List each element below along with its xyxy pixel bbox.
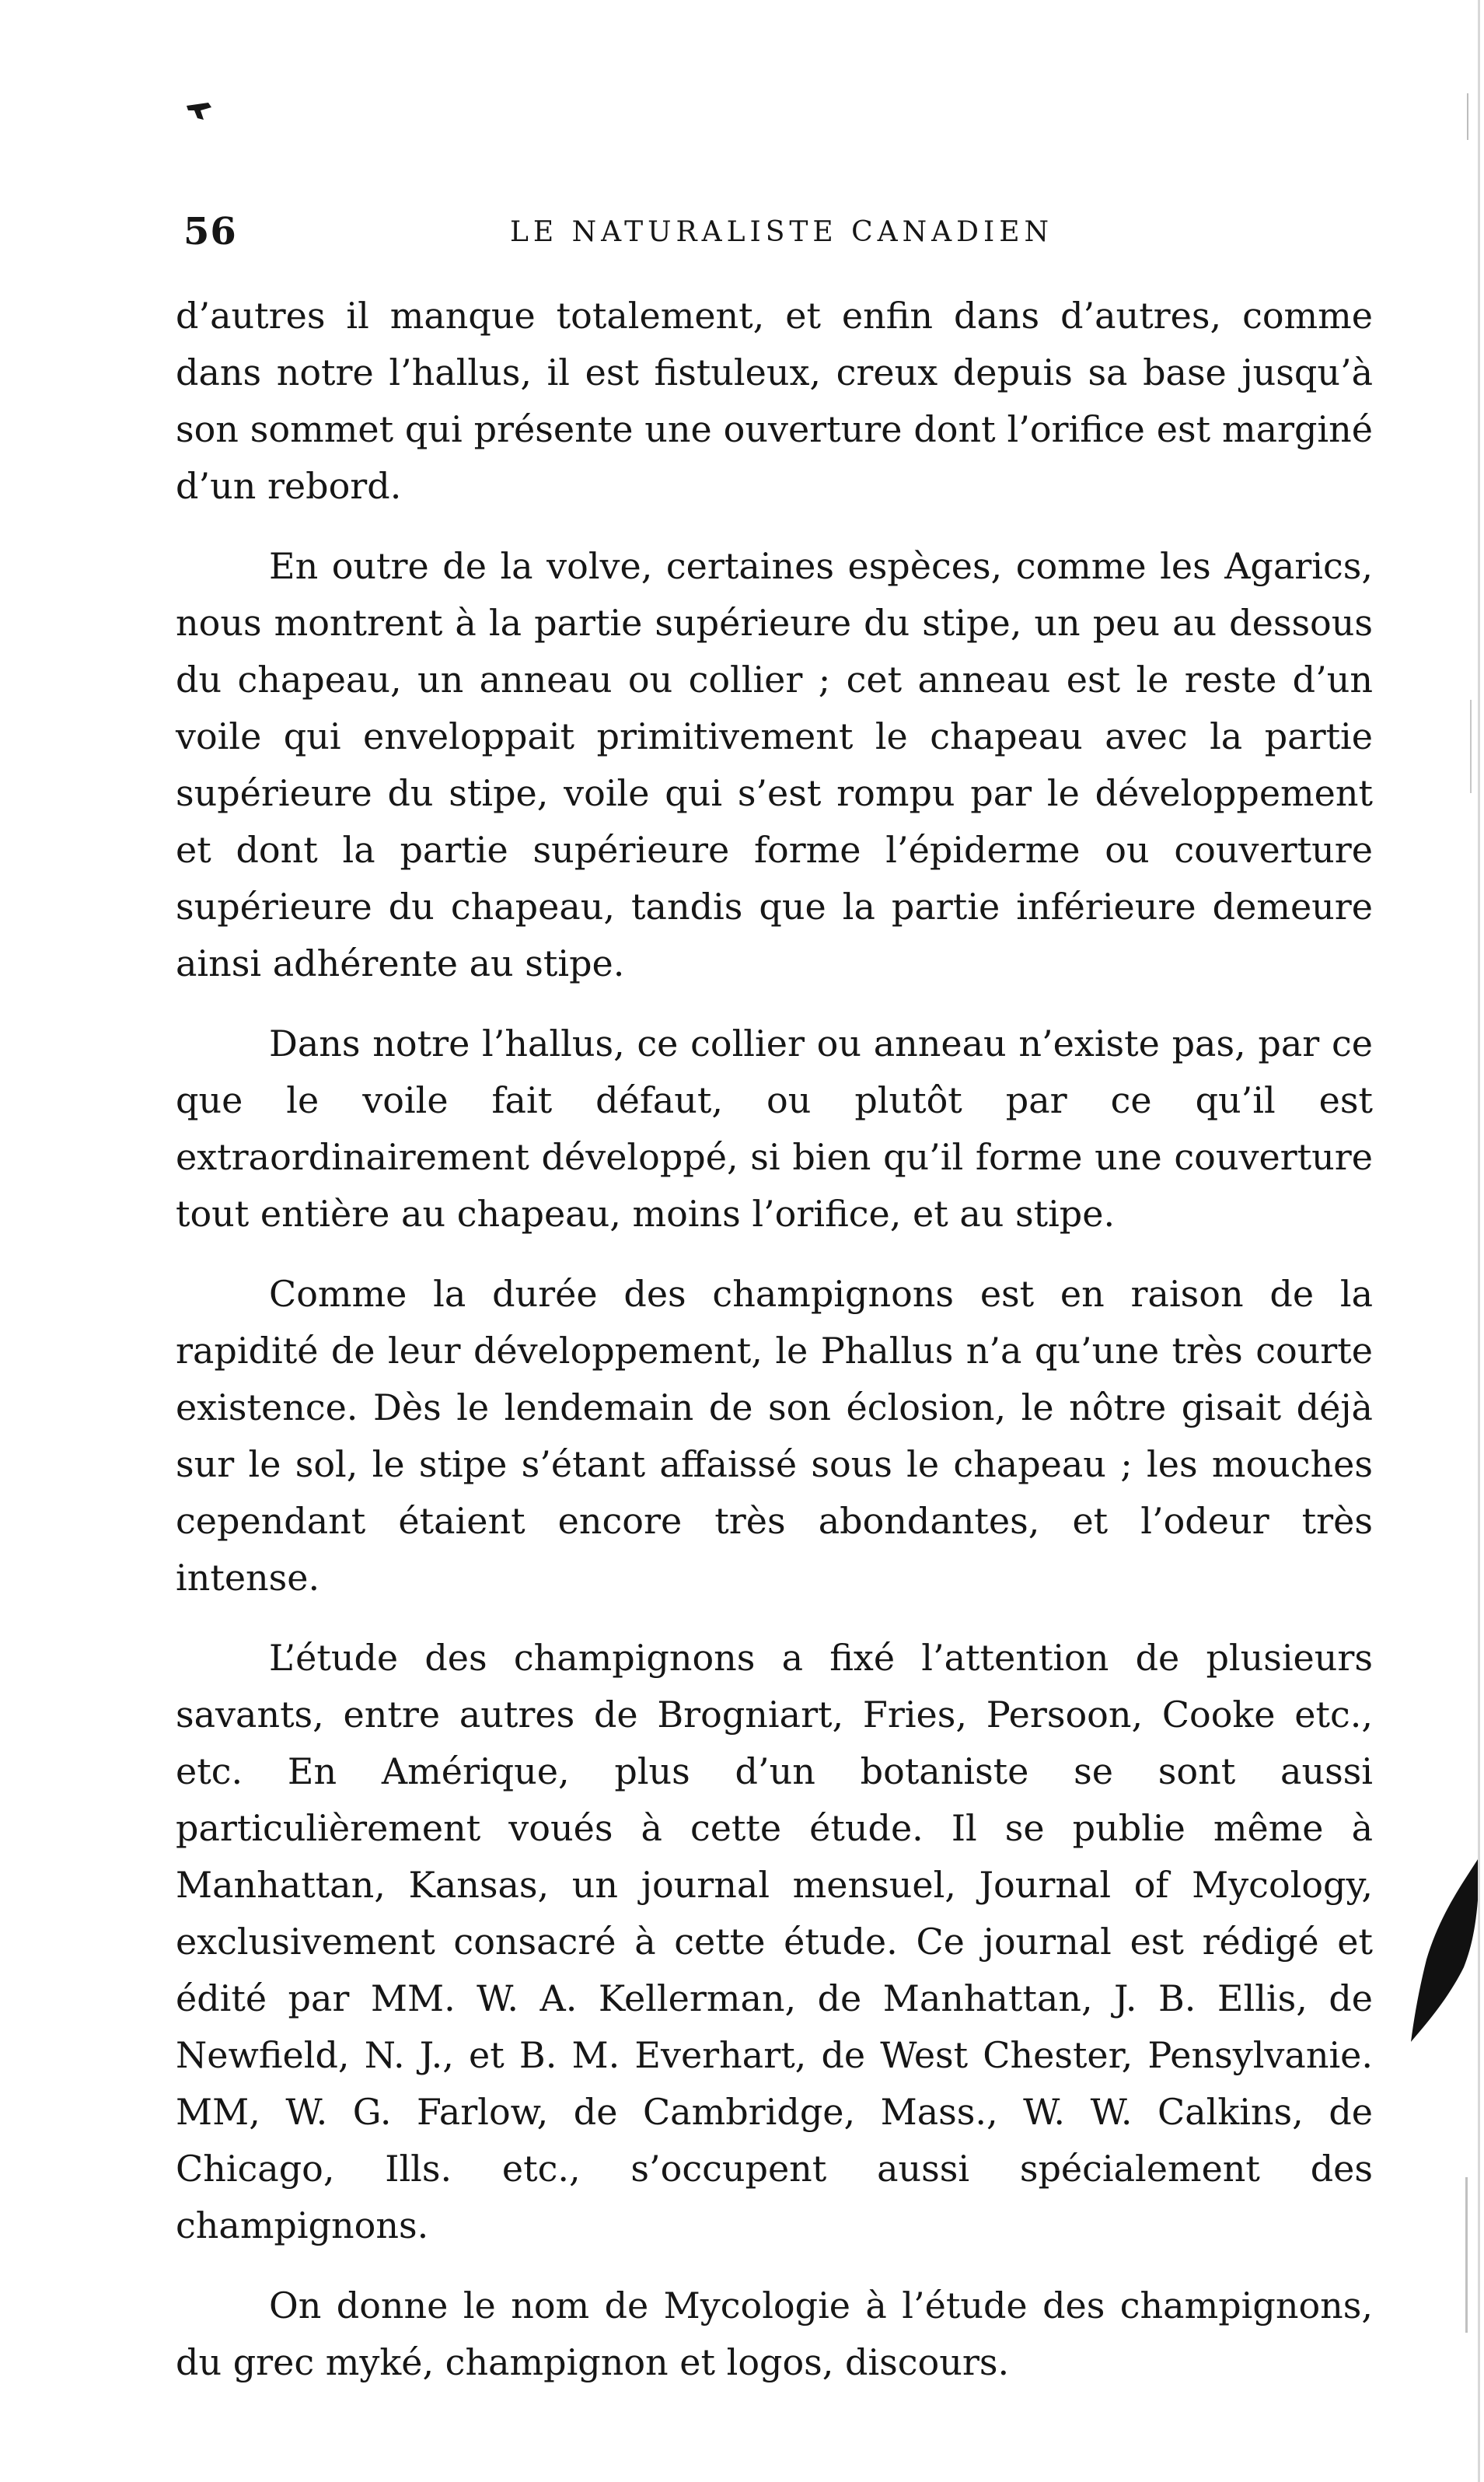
page-number: 56 [183, 210, 237, 253]
body-text [176, 288, 1373, 2414]
running-title: LE NATURALISTE CANADIEN [510, 216, 1054, 248]
paragraph: On donne le nom de Mycologie à l’étude des champignons, du grec myké, champignon et logos, discours. [176, 2284, 1373, 2383]
paragraph: Dans notre l’hallus, ce collier ou anneau n’existe pas, par ce que le voile fait défaut, ou plutôt par ce qu’il est extraordinairement développé, si bien qu’il forme une couverture tout entière au chapeau, moins l’orifice, et au stipe. [176, 1023, 1373, 1235]
paragraph: d’autres il manque totalement, et enfin dans d’autres, comme dans notre l’hallus, il est fistuleux, creux depuis sa base jusqu’à son sommet qui présente une ouverture dont l’orifice est marginé d’un rebord. [176, 295, 1373, 507]
paragraph: En outre de la volve, certaines espèces, comme les Agarics, nous montrent à la partie supérieure du stipe, un peu au dessous du chapeau, un anneau ou collier ; cet anneau est le reste d’un voile qui enveloppait primitivement le chapeau avec la partie supérieure du stipe, voile qui s’est rompu par le développement et dont la partie supérieure forme l’épiderme ou couverture supérieure du chapeau, tandis que la partie inférieure demeure ainsi adhérente au stipe. [176, 545, 1373, 984]
running-head [183, 210, 1381, 257]
ink-mark [185, 101, 213, 121]
paragraph: L’étude des champignons a fixé l’attention de plusieurs savants, entre autres de Brogniart, Fries, Persoon, Cooke etc., etc. En Amérique, plus d’un botaniste se sont aussi particulièrement voués à cette étude. Il se publie même à Manhattan, Kansas, un journal mensuel, Journal of Mycology, exclusivement consacré à cette étude. Ce journal est rédigé et édité par MM. W. A. Kellerman, de Manhattan, J. B. Ellis, de Newfield, N. J., et B. M. Everhart, de West Chester, Pensylvanie. MM, W. G. Farlow, de Cambridge, Mass., W. W. Calkins, de Chicago, Ills. etc., s’occupent aussi spécialement des champignons. [176, 1637, 1373, 2246]
paragraph: Comme la durée des champignons est en raison de la rapidité de leur développement, le Phallus n’a qu’une très courte existence. Dès le lendemain de son éclosion, le nôtre gisait déjà sur le sol, le stipe s’étant affaissé sous le chapeau ; les mouches cependant étaient encore très abondantes, et l’odeur très intense. [176, 1273, 1373, 1599]
page-edge-noise [1462, 0, 1484, 2482]
